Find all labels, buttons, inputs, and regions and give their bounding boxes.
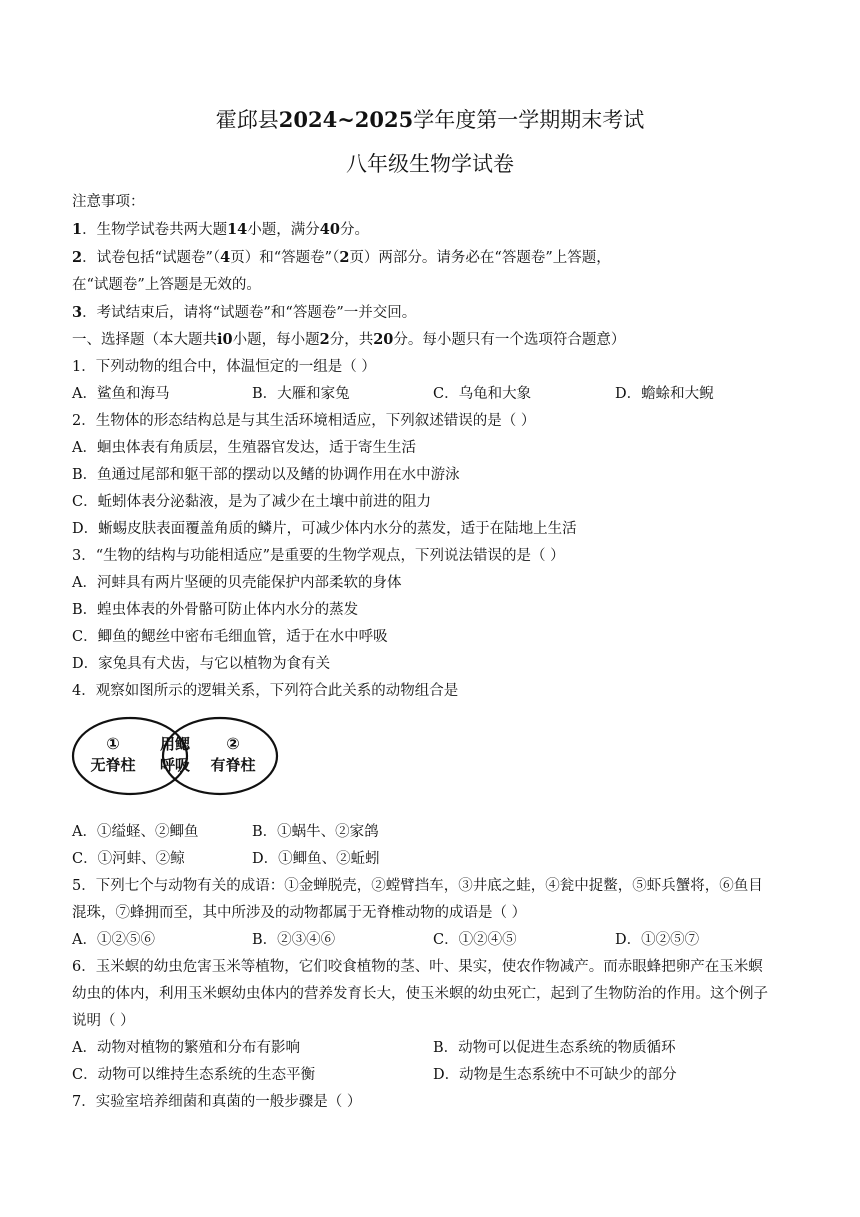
section-heading xyxy=(72,328,796,349)
q6-stem-line3: 说明（ ） xyxy=(72,1013,135,1029)
q6-option-a: A．动物对植物的繁殖和分布有影响 xyxy=(72,1040,300,1056)
q5-option-b: B．②③④⑥ xyxy=(252,932,336,948)
section-bold: 2 xyxy=(319,331,330,348)
q1-option-a: A．鲨鱼和海马 xyxy=(72,386,170,402)
notice-text: 小题，满分 xyxy=(247,222,320,238)
q6-option-b: B．动物可以促进生态系统的物质循环 xyxy=(433,1040,676,1056)
q4-option-c: C．①河蚌、②鲸 xyxy=(72,851,185,867)
section-text: 一、选择题（本大题共 xyxy=(72,332,217,348)
q5-option-d: D．①②⑤⑦ xyxy=(615,932,700,948)
venn-right-number: ② xyxy=(226,734,240,753)
q2-stem: 2．生物体的形态结构总是与其生活环境相适应，下列叙述错误的是（ ） xyxy=(72,413,536,429)
exam-title xyxy=(0,104,860,134)
venn-middle-top: 用鳃 xyxy=(159,735,191,753)
notice-heading: 注意事项： xyxy=(72,194,145,210)
section-text: 分，共 xyxy=(329,332,374,348)
notice-text: 页）和“答题卷”（ xyxy=(230,250,340,266)
q1-stem: 1．下列动物的组合中，体温恒定的一组是（ ） xyxy=(72,359,376,375)
notice-text: ．考试结束后，请将“试题卷”和“答题卷”一并交回。 xyxy=(82,305,417,321)
q3-stem: 3．“生物的结构与功能相适应”是重要的生物学观点，下列说法错误的是（ ） xyxy=(72,548,565,564)
q2-option-b: B．鱼通过尾部和躯干部的摆动以及鳍的协调作用在水中游泳 xyxy=(72,467,460,483)
section-bold: 20 xyxy=(373,331,394,348)
q5-option-c: C．①②④⑤ xyxy=(433,932,517,948)
notice-item-2 xyxy=(72,246,796,267)
q6-option-c: C．动物可以维持生态系统的生态平衡 xyxy=(72,1067,316,1083)
exam-subtitle: 八年级生物学试卷 xyxy=(346,152,514,176)
notice-bold: 40 xyxy=(319,221,340,238)
q3-option-d: D．家兔具有犬齿，与它以植物为食有关 xyxy=(72,656,331,672)
venn-right-label: 有脊柱 xyxy=(210,756,256,774)
notice-num: 1 xyxy=(72,221,83,238)
venn-left-number: ① xyxy=(106,734,120,753)
q7-stem: 7．实验室培养细菌和真菌的一般步骤是（ ） xyxy=(72,1094,362,1110)
q3-option-b: B．蝗虫体表的外骨骼可防止体内水分的蒸发 xyxy=(72,602,359,618)
section-text: 小题，每小题 xyxy=(232,332,320,348)
venn-middle-bottom: 呼吸 xyxy=(159,756,191,774)
notice-item-1 xyxy=(72,218,796,239)
venn-left-label: 无脊柱 xyxy=(90,756,136,774)
q5-stem-line1: 5．下列七个与动物有关的成语：①金蝉脱壳，②螳臂挡车，③井底之蛙，④瓮中捉鳖，⑤虾兵蟹将，⑥鱼目 xyxy=(72,878,763,894)
q4-option-b: B．①蜗牛、②家鸽 xyxy=(252,824,379,840)
notice-item-2-cont: 在“试题卷”上答题是无效的。 xyxy=(72,277,261,293)
q4-option-a: A．①缢蛏、②鲫鱼 xyxy=(72,824,199,840)
q6-stem-line1: 6．玉米螟的幼虫危害玉米等植物，它们咬食植物的茎、叶、果实，使农作物减产。而赤眼蜂把卵产在玉米螟 xyxy=(72,959,763,975)
notice-bold: 2 xyxy=(339,249,350,266)
q3-option-a: A．河蚌具有两片坚硬的贝壳能保护内部柔软的身体 xyxy=(72,575,402,591)
q2-option-d: D．蜥蜴皮肤表面覆盖角质的鳞片，可减少体内水分的蒸发，适于在陆地上生活 xyxy=(72,521,577,537)
notice-bold: 14 xyxy=(227,221,248,238)
notice-item-3 xyxy=(72,301,796,322)
notice-text: ．生物学试卷共两大题 xyxy=(82,222,228,238)
notice-bold: 4 xyxy=(220,249,231,266)
q6-stem-line2: 幼虫的体内，利用玉米螟幼虫体内的营养发育长大，使玉米螟的幼虫死亡，起到了生物防治的作用。这个例子 xyxy=(72,986,768,1002)
venn-diagram xyxy=(70,712,280,802)
q2-option-a: A．蛔虫体表有角质层，生殖器官发达，适于寄生生活 xyxy=(72,440,416,456)
q3-option-c: C．鲫鱼的鳃丝中密布毛细血管，适于在水中呼吸 xyxy=(72,629,388,645)
q1-option-b: B．大雁和家兔 xyxy=(252,386,350,402)
q1-option-c: C．乌龟和大象 xyxy=(433,386,532,402)
q2-option-c: C．蚯蚓体表分泌黏液，是为了减少在土壤中前进的阻力 xyxy=(72,494,432,510)
title-suffix: 学年度第一学期期末考试 xyxy=(413,108,645,132)
q1-option-d: D．蟾蜍和大鲵 xyxy=(615,386,714,402)
section-bold: i0 xyxy=(217,331,233,348)
q4-stem: 4．观察如图所示的逻辑关系，下列符合此关系的动物组合是 xyxy=(72,683,459,699)
section-text: 分。每小题只有一个选项符合题意） xyxy=(393,332,626,348)
q5-option-a: A．①②⑤⑥ xyxy=(72,932,155,948)
q4-option-d: D．①鲫鱼、②蚯蚓 xyxy=(252,851,380,867)
title-years: 2024~2025 xyxy=(278,107,414,132)
title-prefix: 霍邱县 xyxy=(215,108,279,132)
notice-num: 3 xyxy=(72,304,83,321)
q5-stem-line2: 混珠，⑦蜂拥而至，其中所涉及的动物都属于无脊椎动物的成语是（ ） xyxy=(72,905,527,921)
notice-text: 页）两部分。请务必在“答题卷”上答题， xyxy=(349,250,611,266)
notice-text: ．试卷包括“试题卷”（ xyxy=(82,250,221,266)
notice-text: 分。 xyxy=(339,222,369,238)
notice-num: 2 xyxy=(72,249,83,266)
q6-option-d: D．动物是生态系统中不可缺少的部分 xyxy=(433,1067,677,1083)
